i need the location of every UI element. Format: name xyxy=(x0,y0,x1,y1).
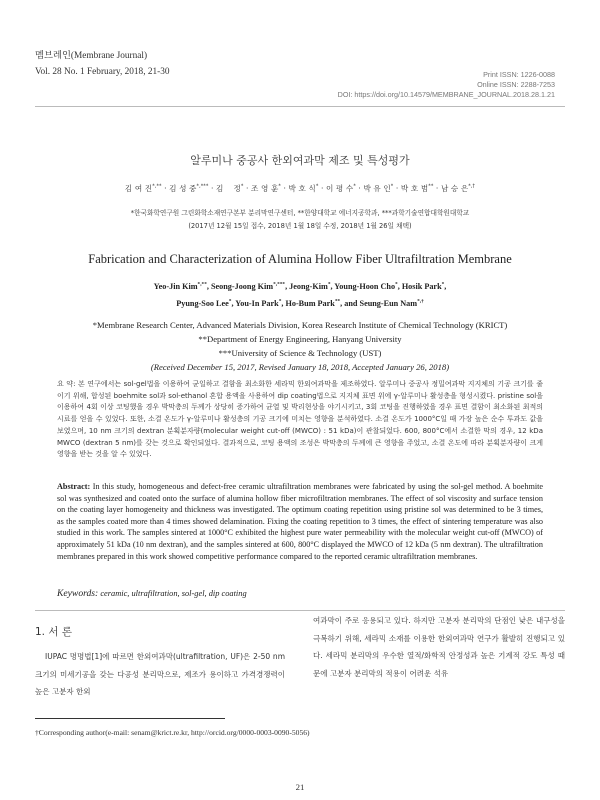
abstract-korean xyxy=(57,379,543,461)
doi-link[interactable]: DOI: https://doi.org/10.14579/MEMBRANE_JOURNAL.2018.28.1.21 xyxy=(337,90,555,99)
abstract-en-text: In this study, homogeneous and defect-free ceramic ultrafiltration membranes were fabricated by using the sol-gel method. A boehmite sol was synthesized and coated onto the surface of alumina hollow fiber microfiltration membranes. The effect of sol viscosity and surface tension on the coating layer homogeneity and thickness was investigated. The optimum coating repetition using pristine sol was determined to be 3 times, as the samples coated more than 4 times showed delamination. Fixing the coating repetition to 3 times, the effect of sintering temperature was also studied in this work. The samples sintered at 1000°C exhibited the highest pure water permeability with the molecular weight cut-off (MWCO) of approximately 51 kDa (10 nm dextran), and the samples sintered at 600, 800°C displayed the MWCO of 12 kDa (5 nm dextran). The ultrafiltration membranes prepared in this work showed competitive performance compared to the reported ceramic ultrafiltration membranes. xyxy=(57,482,543,561)
authors-korean: 김 여 진*,** · 김 성 중*,*** · 김 정* · 조 영 훈* · 박 호 식* · 이 평 수* · 박 유 인* · 박 호 범** · 남 승 은*,† xyxy=(124,183,476,193)
header-divider xyxy=(35,106,565,107)
affiliations-korean xyxy=(35,207,565,233)
authors-en-line2: Pyung-Soo Lee*, You-In Park*, Ho-Bum Park**, and Seung-Eun Nam*,† xyxy=(176,297,424,308)
received-dates: (Received December 15, 2017, Revised January 18, 2018, Accepted January 26, 2018) xyxy=(150,362,450,372)
title-korean: 알루미나 중공사 한외여과막 제조 및 특성평가 xyxy=(190,154,410,167)
affiliation-en-line1: *Membrane Research Center, Advanced Materials Division, Korea Research Institute of Chemical Technology (KRICT) xyxy=(92,320,508,330)
page-number: 21 xyxy=(295,782,305,792)
title-english: Fabrication and Characterization of Alumina Hollow Fiber Ultrafiltration Membrane xyxy=(88,252,512,266)
affiliation-en-line2: **Department of Energy Engineering, Hanyang University xyxy=(198,334,402,344)
online-issn: Online ISSN: 2288-7253 xyxy=(477,80,555,89)
affiliation-en-line3: ***University of Science & Technology (UST) xyxy=(218,348,382,358)
abstract-ko-label: 요 약: xyxy=(57,380,76,388)
affiliation-ko-line: *한국화학연구원 그린화학소재연구본부 분리막연구센터, **한양대학교 에너지공학과, ***과학기술연합대학원대학교 xyxy=(130,209,470,217)
footnote-corresponding: †Corresponding author(e-mail: senam@krict.re.kr, http://orcid.org/0000-0003-0090-5056) xyxy=(35,728,310,737)
body-left-column xyxy=(35,648,285,701)
body-right-paragraph: 여과막이 주로 응용되고 있다. 하지만 고분자 분리막의 단점인 낮은 내구성을 극복하기 위해, 세라믹 소재를 이용한 한외여과막 연구가 활발히 진행되고 있다. 세라믹 분리막의 우수한 열적/화학적 안정성과 높은 기계적 강도 특성 때문에 고분자 분리막의 적용이 어려운 석유 xyxy=(313,616,565,678)
footnote-rule xyxy=(35,718,225,719)
abstract-english xyxy=(57,481,543,562)
keywords-label: Keywords: xyxy=(57,588,99,599)
journal-name: 멤브레인(Membrane Journal) xyxy=(35,51,148,61)
print-issn: Print ISSN: 1226-0088 xyxy=(483,70,555,79)
body-divider xyxy=(35,610,565,611)
body-right-column xyxy=(313,612,565,682)
keywords-text: ceramic, ultrafiltration, sol-gel, dip coating xyxy=(100,589,247,598)
affiliations-english xyxy=(35,318,565,374)
section-heading: 1. 서 론 xyxy=(35,626,72,638)
abstract-ko-text: 본 연구에서는 sol-gel법을 이용하여 균일하고 결함을 최소화한 세라믹 한외여과막을 제조하였다. 알루미나 중공사 정밀여과막 지지체의 기공 크기를 줄이기 위해, 합성된 boehmite sol과 sol-ethanol 혼합 용액을 사용하여 dip coating법으로 지지체 표면 위에 γ-알루미나 활성층을 형성시켰다. pristine sol을 이용하여 4회 이상 코팅했을 경우 박막층의 두께가 상당히 증가하여 균열 및 박리현상을 야기시키고, 3회 코팅을 진행하였을 경우 표면 결함이 최소화된 최적의 시료를 얻을 수 있었다. 또한, 소결 온도가 γ-알루미나 활성층의 기공 크기에 미치는 영향을 분석하였다. 소결 온도가 1000°C일 때 가장 높은 순수 투과도 값을 보였으며, 10 nm 크기의 dextran 분획분자량(molecular weight cut-off (MWCO) : 51 kDa)이 관찰되었다. 600, 800°C에서 소결한 막의 경우, 12 kDa MWCO (dextran 5 nm)를 갖는 것으로 확인되었다. 결과적으로, 코팅 용액의 조성은 박막층의 두께에 큰 영향을 주었고, 소결 온도에 따라 분획분자량이 크게 영향을 받는 것을 알 수 있었다. xyxy=(57,380,543,459)
volume-line: Vol. 28 No. 1 February, 2018, 21-30 xyxy=(35,67,170,77)
abstract-en-label: Abstract: xyxy=(57,482,91,491)
authors-en-line1: Yeo-Jin Kim*,**, Seong-Joong Kim*,***, Jeong-Kim*, Young-Hoon Cho*, Hosik Park*, xyxy=(153,281,447,291)
authors-english xyxy=(35,279,565,312)
body-left-paragraph: IUPAC 명명법[1]에 따르면 한외여과막(ultrafiltration, UF)은 2-50 nm 크기의 미세기공을 갖는 다공성 분리막으로, 제조가 용이하고 가격경쟁력이 높은 고분자 한외 xyxy=(35,652,285,697)
dates-ko-line: (2017년 12월 15일 접수, 2018년 1월 18일 수정, 2018년 1월 26일 채택) xyxy=(188,222,412,230)
keywords xyxy=(57,588,543,599)
